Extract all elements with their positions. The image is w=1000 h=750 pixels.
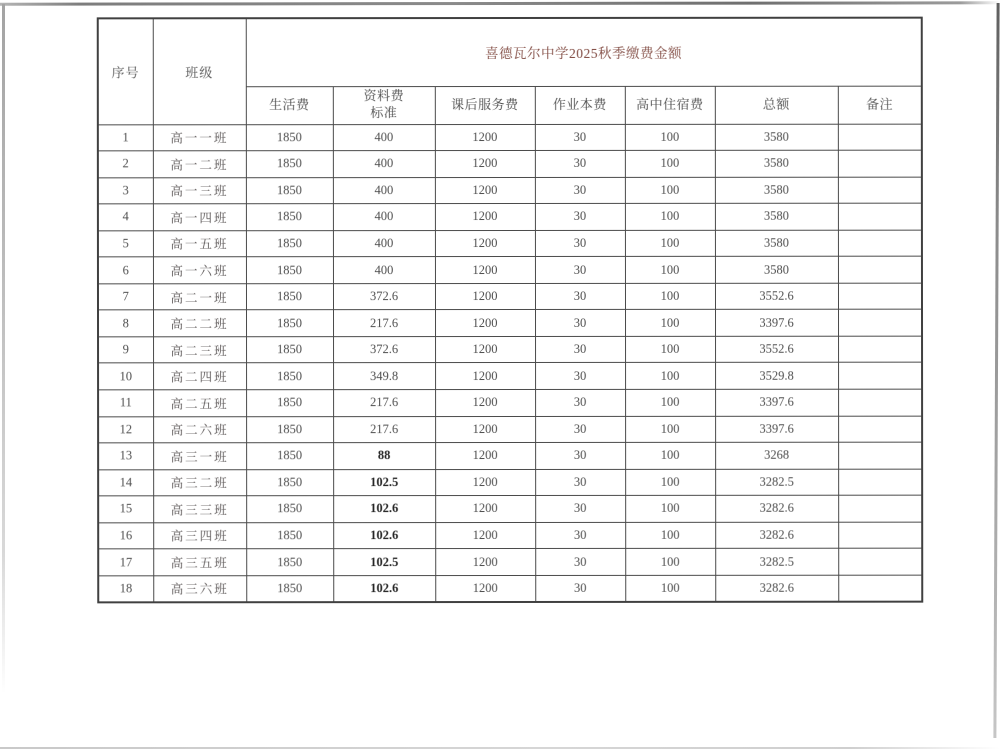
cell-workbook-fee: 30 <box>535 469 625 496</box>
cell-class-name: 高二六班 <box>153 416 246 443</box>
table-row <box>98 309 922 336</box>
header-workbook-fee: 作业本费 <box>535 86 625 124</box>
header-materials-fee: 资料费 标准 <box>333 86 435 124</box>
cell-workbook-fee: 30 <box>535 204 625 231</box>
cell-total: 3397.6 <box>715 389 838 416</box>
cell-after-school-fee: 1200 <box>435 389 535 416</box>
cell-workbook-fee: 30 <box>535 416 625 443</box>
cell-materials-fee: 400 <box>333 204 435 231</box>
cell-materials-fee: 217.6 <box>333 310 435 337</box>
cell-boarding-fee: 100 <box>625 336 715 363</box>
cell-index: 17 <box>98 549 153 576</box>
cell-after-school-fee: 1200 <box>435 443 535 470</box>
cell-boarding-fee: 100 <box>625 150 715 177</box>
cell-class-name: 高一六班 <box>153 257 246 284</box>
cell-materials-fee: 217.6 <box>333 390 435 417</box>
cell-materials-fee: 400 <box>333 257 435 284</box>
cell-materials-fee: 102.6 <box>333 575 435 602</box>
scan-edge-left <box>2 4 5 694</box>
cell-index: 8 <box>98 310 153 337</box>
cell-class-name: 高三三班 <box>153 496 246 523</box>
cell-index: 14 <box>98 469 153 496</box>
cell-boarding-fee: 100 <box>625 203 715 230</box>
cell-remark <box>838 548 922 575</box>
cell-total: 3552.6 <box>715 336 838 363</box>
cell-workbook-fee: 30 <box>535 257 625 284</box>
cell-class-name: 高三四班 <box>153 522 246 549</box>
cell-materials-fee: 102.5 <box>333 549 435 576</box>
cell-materials-fee: 102.6 <box>333 496 435 523</box>
table-row <box>98 336 922 363</box>
cell-remark <box>838 150 922 177</box>
cell-class-name: 高三二班 <box>153 469 246 496</box>
fee-table-container <box>97 17 924 604</box>
cell-remark <box>838 256 922 283</box>
cell-remark <box>838 203 922 230</box>
cell-living-fee: 1850 <box>246 177 333 204</box>
cell-total: 3529.8 <box>715 363 838 390</box>
table-title: 喜德瓦尔中学2025秋季缴费金额 <box>246 18 922 87</box>
cell-remark <box>838 363 922 390</box>
cell-class-name: 高一一班 <box>153 124 246 151</box>
cell-total: 3580 <box>715 230 838 257</box>
table-body <box>98 124 923 603</box>
cell-class-name: 高二三班 <box>153 337 246 364</box>
cell-total: 3282.6 <box>715 522 838 549</box>
cell-after-school-fee: 1200 <box>435 124 535 151</box>
cell-workbook-fee: 30 <box>535 389 625 416</box>
cell-workbook-fee: 30 <box>535 575 625 602</box>
cell-total: 3580 <box>715 177 838 204</box>
cell-index: 10 <box>98 363 153 390</box>
cell-index: 4 <box>98 204 153 231</box>
cell-boarding-fee: 100 <box>625 549 715 576</box>
cell-materials-fee: 400 <box>333 124 435 151</box>
cell-materials-fee: 400 <box>333 230 435 257</box>
cell-living-fee: 1850 <box>246 390 333 417</box>
cell-after-school-fee: 1200 <box>435 575 535 602</box>
cell-total: 3268 <box>715 442 838 469</box>
cell-living-fee: 1850 <box>246 230 333 257</box>
cell-total: 3282.5 <box>715 548 838 575</box>
cell-class-name: 高一三班 <box>153 177 246 204</box>
cell-class-name: 高三六班 <box>153 576 246 603</box>
cell-boarding-fee: 100 <box>625 495 715 522</box>
cell-living-fee: 1850 <box>246 337 333 364</box>
cell-total: 3580 <box>715 256 838 283</box>
cell-after-school-fee: 1200 <box>435 469 535 496</box>
cell-living-fee: 1850 <box>246 469 333 496</box>
cell-living-fee: 1850 <box>246 124 333 151</box>
header-total: 总额 <box>715 86 838 124</box>
cell-total: 3580 <box>715 124 838 151</box>
cell-living-fee: 1850 <box>246 522 333 549</box>
cell-materials-fee: 400 <box>333 177 435 204</box>
cell-index: 2 <box>98 151 153 178</box>
cell-after-school-fee: 1200 <box>435 416 535 443</box>
cell-boarding-fee: 100 <box>625 283 715 310</box>
cell-materials-fee: 102.5 <box>333 469 435 496</box>
cell-remark <box>838 230 922 257</box>
cell-class-name: 高三五班 <box>153 549 246 576</box>
cell-boarding-fee: 100 <box>625 177 715 204</box>
cell-remark <box>838 416 922 443</box>
cell-workbook-fee: 30 <box>535 310 625 337</box>
cell-index: 5 <box>98 230 153 257</box>
header-class-label: 班级 <box>153 18 246 124</box>
table-row <box>98 495 922 522</box>
cell-living-fee: 1850 <box>246 363 333 390</box>
cell-materials-fee: 372.6 <box>333 283 435 310</box>
header-after-school-fee: 课后服务费 <box>435 86 535 124</box>
scan-edge-right <box>993 3 999 738</box>
cell-workbook-fee: 30 <box>535 124 625 151</box>
cell-after-school-fee: 1200 <box>435 257 535 284</box>
table-row <box>98 416 922 443</box>
table-row <box>98 177 922 204</box>
cell-living-fee: 1850 <box>246 443 333 470</box>
scan-edge-bottom <box>0 747 1000 749</box>
cell-index: 11 <box>98 390 153 417</box>
cell-total: 3282.5 <box>715 469 838 496</box>
cell-index: 16 <box>98 523 153 550</box>
table-row <box>98 522 922 549</box>
cell-workbook-fee: 30 <box>535 442 625 469</box>
cell-boarding-fee: 100 <box>625 522 715 549</box>
cell-after-school-fee: 1200 <box>435 177 535 204</box>
cell-class-name: 高二四班 <box>153 363 246 390</box>
cell-living-fee: 1850 <box>246 204 333 231</box>
cell-materials-fee: 217.6 <box>333 416 435 443</box>
cell-remark <box>838 283 922 310</box>
cell-living-fee: 1850 <box>246 310 333 337</box>
cell-workbook-fee: 30 <box>535 177 625 204</box>
cell-workbook-fee: 30 <box>535 283 625 310</box>
cell-remark <box>838 575 922 602</box>
cell-remark <box>838 389 922 416</box>
table-row <box>98 575 922 602</box>
cell-remark <box>838 522 922 549</box>
cell-remark <box>838 336 922 363</box>
cell-after-school-fee: 1200 <box>435 363 535 390</box>
cell-class-name: 高二一班 <box>153 284 246 311</box>
table-row <box>98 442 922 469</box>
cell-boarding-fee: 100 <box>625 575 715 602</box>
cell-remark <box>838 177 922 204</box>
cell-boarding-fee: 100 <box>625 257 715 284</box>
cell-boarding-fee: 100 <box>625 310 715 337</box>
cell-workbook-fee: 30 <box>535 230 625 257</box>
scan-edge-top <box>0 1 1000 5</box>
cell-remark <box>838 124 922 151</box>
cell-materials-fee: 88 <box>333 443 435 470</box>
cell-total: 3580 <box>715 150 838 177</box>
cell-total: 3282.6 <box>715 575 838 602</box>
cell-living-fee: 1850 <box>246 575 333 602</box>
cell-after-school-fee: 1200 <box>435 230 535 257</box>
cell-living-fee: 1850 <box>246 257 333 284</box>
cell-class-name: 高一五班 <box>153 230 246 257</box>
cell-materials-fee: 400 <box>333 151 435 178</box>
cell-living-fee: 1850 <box>246 283 333 310</box>
table-row <box>98 283 922 310</box>
cell-after-school-fee: 1200 <box>435 310 535 337</box>
fee-table <box>97 17 924 604</box>
cell-living-fee: 1850 <box>246 416 333 443</box>
cell-total: 3580 <box>715 203 838 230</box>
cell-class-name: 高三一班 <box>153 443 246 470</box>
cell-living-fee: 1850 <box>246 549 333 576</box>
cell-boarding-fee: 100 <box>625 416 715 443</box>
cell-total: 3397.6 <box>715 416 838 443</box>
cell-remark <box>838 309 922 336</box>
cell-workbook-fee: 30 <box>535 549 625 576</box>
cell-class-name: 高一二班 <box>153 151 246 178</box>
cell-workbook-fee: 30 <box>535 363 625 390</box>
table-row <box>98 389 922 416</box>
cell-boarding-fee: 100 <box>625 230 715 257</box>
cell-index: 1 <box>98 124 153 151</box>
cell-index: 13 <box>98 443 153 470</box>
cell-after-school-fee: 1200 <box>435 336 535 363</box>
cell-class-name: 高一四班 <box>153 204 246 231</box>
table-row <box>98 548 922 575</box>
header-title-row <box>98 18 922 87</box>
cell-index: 12 <box>98 416 153 443</box>
table-row <box>98 256 922 283</box>
table-row <box>98 363 922 390</box>
cell-materials-fee: 349.8 <box>333 363 435 390</box>
cell-workbook-fee: 30 <box>535 496 625 523</box>
cell-after-school-fee: 1200 <box>435 496 535 523</box>
table-row <box>98 203 922 230</box>
header-remark: 备注 <box>838 86 922 124</box>
cell-remark <box>838 495 922 522</box>
cell-after-school-fee: 1200 <box>435 151 535 178</box>
cell-materials-fee: 372.6 <box>333 336 435 363</box>
table-row <box>98 124 922 151</box>
cell-materials-fee: 102.6 <box>333 522 435 549</box>
table-row <box>98 469 922 496</box>
cell-boarding-fee: 100 <box>625 442 715 469</box>
cell-index: 6 <box>98 257 153 284</box>
table-row <box>98 150 922 177</box>
cell-remark <box>838 469 922 496</box>
cell-index: 9 <box>98 337 153 364</box>
cell-after-school-fee: 1200 <box>435 283 535 310</box>
cell-total: 3552.6 <box>715 283 838 310</box>
cell-living-fee: 1850 <box>246 151 333 178</box>
cell-boarding-fee: 100 <box>625 469 715 496</box>
cell-boarding-fee: 100 <box>625 363 715 390</box>
table-row <box>98 230 922 257</box>
cell-remark <box>838 442 922 469</box>
cell-index: 7 <box>98 284 153 311</box>
cell-boarding-fee: 100 <box>625 124 715 151</box>
cell-living-fee: 1850 <box>246 496 333 523</box>
cell-total: 3397.6 <box>715 310 838 337</box>
cell-workbook-fee: 30 <box>535 522 625 549</box>
cell-index: 3 <box>98 177 153 204</box>
cell-class-name: 高二五班 <box>153 390 246 417</box>
cell-after-school-fee: 1200 <box>435 549 535 576</box>
header-index-label: 序号 <box>98 18 153 124</box>
cell-boarding-fee: 100 <box>625 389 715 416</box>
cell-index: 18 <box>98 576 153 603</box>
cell-workbook-fee: 30 <box>535 336 625 363</box>
cell-total: 3282.6 <box>715 495 838 522</box>
cell-after-school-fee: 1200 <box>435 204 535 231</box>
cell-after-school-fee: 1200 <box>435 522 535 549</box>
header-boarding-fee: 高中住宿费 <box>625 86 715 124</box>
cell-workbook-fee: 30 <box>535 150 625 177</box>
cell-index: 15 <box>98 496 153 523</box>
cell-class-name: 高二二班 <box>153 310 246 337</box>
header-living-fee: 生活费 <box>246 86 333 124</box>
